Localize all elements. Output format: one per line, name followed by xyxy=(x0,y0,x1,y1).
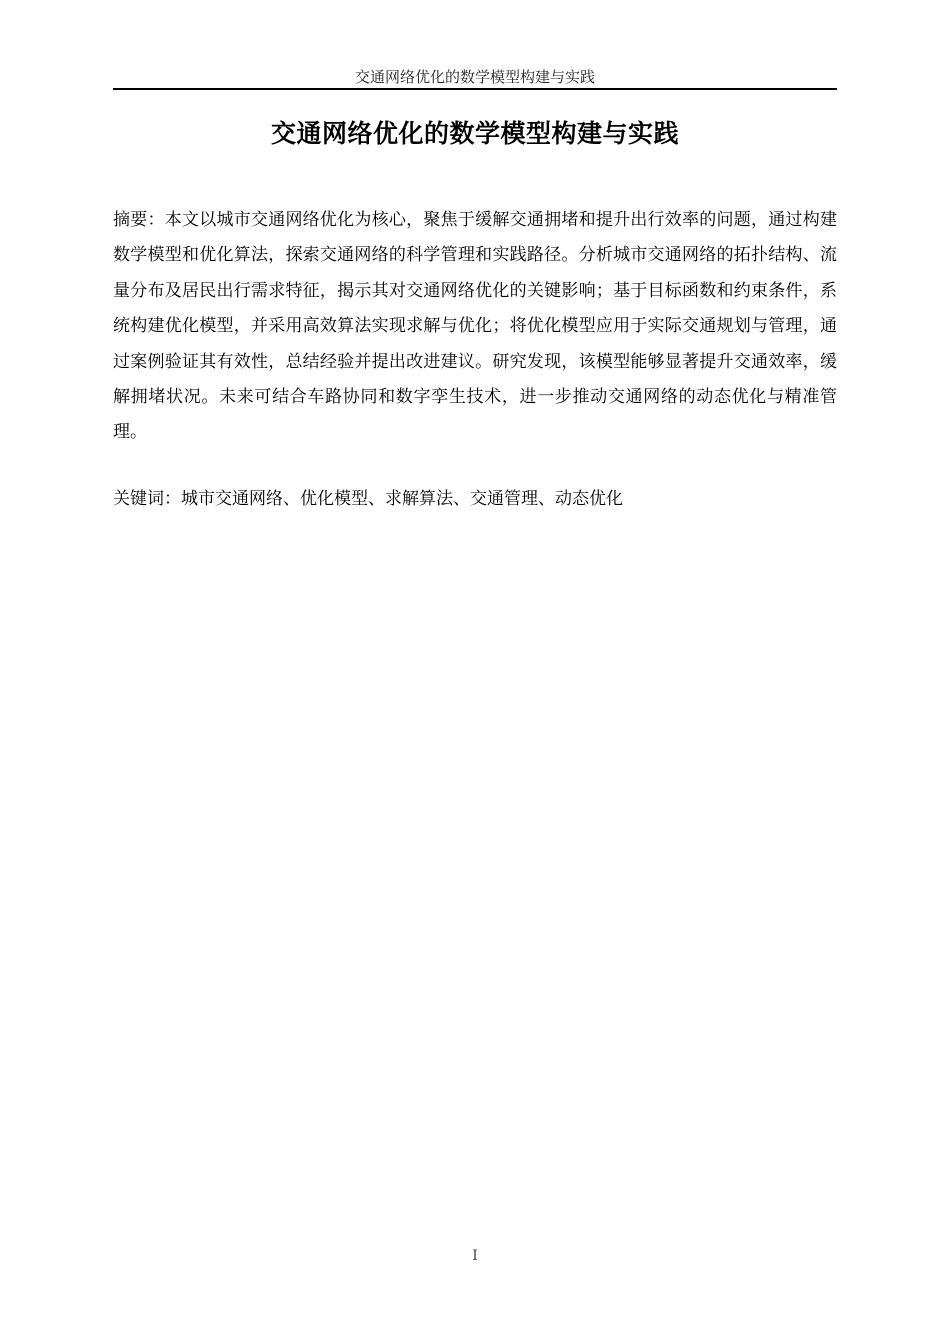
keywords-label: 关键词： xyxy=(113,489,181,509)
running-header: 交通网络优化的数学模型构建与实践 xyxy=(354,68,595,86)
page-number: I xyxy=(472,1248,478,1264)
keywords-text: 城市交通网络、优化模型、求解算法、交通管理、动态优化 xyxy=(181,489,623,509)
abstract-label: 摘要： xyxy=(113,210,165,230)
abstract-text: 本文以城市交通网络优化为核心，聚焦于缓解交通拥堵和提升出行效率的问题，通过构建数学模型和优化算法，探索交通网络的科学管理和实践路径。分析城市交通网络的拓扑结构、流量分布及居民出行需求特征，揭示其对交通网络优化的关键影响；基于目标函数和约束条件，系统构建优化模型，并采用高效算法实现求解与优化；将优化模型应用于实际交通规划与管理，通过案例验证其有效性，总结经验并提出改进建议。研究发现，该模型能够显著提升交通效率，缓解拥堵状况。未来可结合车路协同和数字孪生技术，进一步推动交通网络的动态优化与精准管理。 xyxy=(113,210,838,443)
keywords-line xyxy=(113,482,837,517)
abstract-paragraph xyxy=(113,203,837,451)
document-title: 交通网络优化的数学模型构建与实践 xyxy=(270,119,679,148)
header-rule xyxy=(113,88,837,90)
